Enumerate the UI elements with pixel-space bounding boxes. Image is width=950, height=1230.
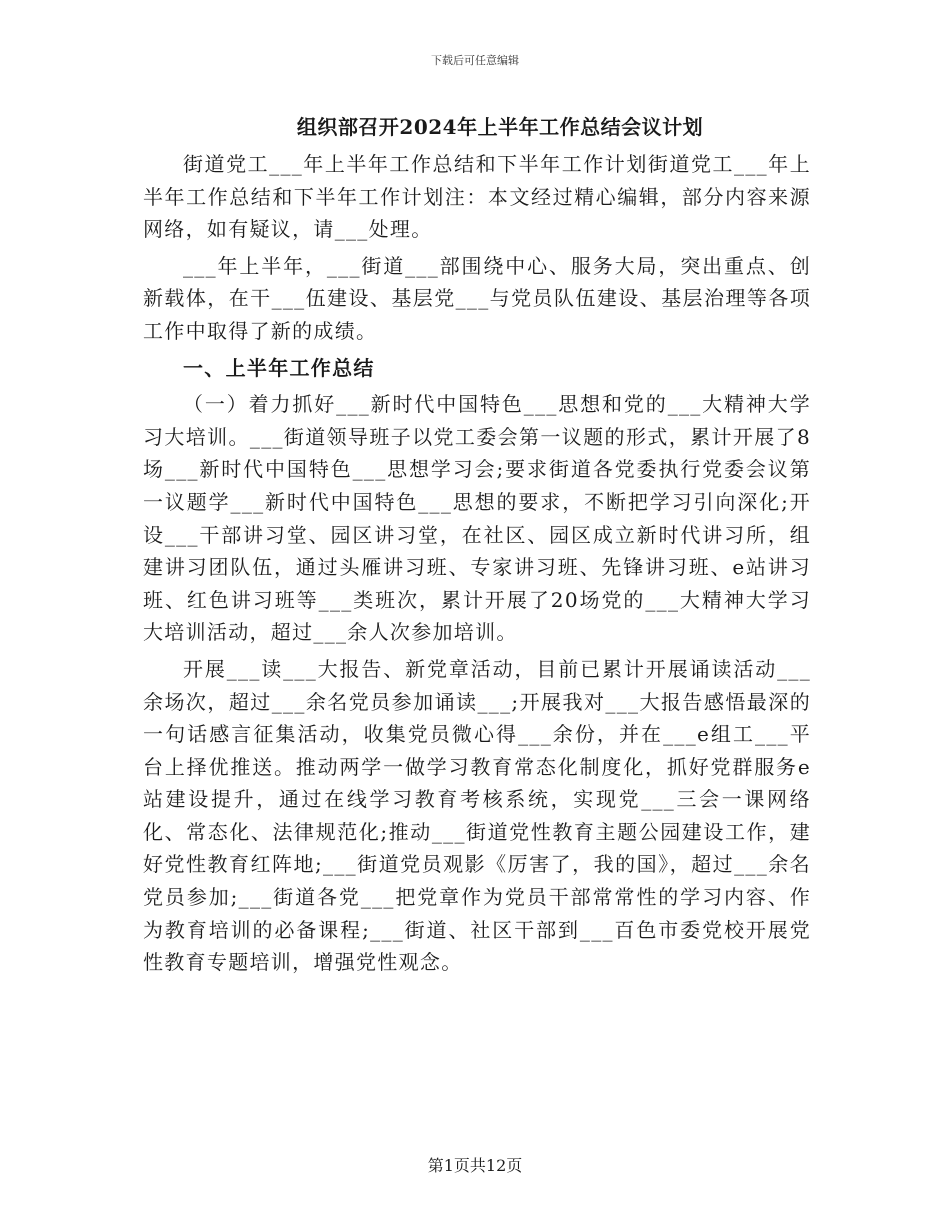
section-heading: 一、上半年工作总结 xyxy=(183,355,375,380)
document-body xyxy=(143,148,811,983)
document-title: 组织部召开2024年上半年工作总结会议计划 xyxy=(296,115,704,139)
paragraph-study-training: （一）着力抓好___新时代中国特色___思想和党的___大精神大学习大培训。___街道领导班子以党工委会第一议题的形式，累计开展了8场___新时代中国特色___思想学习会;要求街道各党委执行党委会议第一议题学___新时代中国特色___思想的要求，不断把学习引向深化;开设___干部讲习堂、园区讲习堂，在社区、园区成立新时代讲习所，组建讲习团队伍，通过头雁讲习班、专家讲习班、先锋讲习班、e站讲习班、红色讲习班等___类班次，累计开展了20场党的___大精神大学习大培训活动，超过___余人次参加培训。 xyxy=(143,392,811,645)
paragraph-reading-activities: 开展___读___大报告、新党章活动，目前已累计开展诵读活动___余场次，超过___余名党员参加诵读___;开展我对___大报告感悟最深的一句话感言征集活动，收集党员微心得___余份，并在___e组工___平台上择优推送。推动两学一做学习教育常态化制度化，抓好党群服务e站建设提升，通过在线学习教育考核系统，实现党___三会一课网络化、常态化、法律规范化;推动___街道党性教育主题公园建设工作，建好党性教育红阵地;___街道党员观影《厉害了，我的国》，超过___余名党员参加;___街道各党___把党章作为党员干部常常性的学习内容、作为教育培训的必备课程;___街道、社区干部到___百色市委党校开展党性教育专题培训，增强党性观念。 xyxy=(143,656,811,975)
header-note: 下载后可任意编辑 xyxy=(431,54,519,67)
paragraph-intro: 街道党工___年上半年工作总结和下半年工作计划街道党工___年上半年工作总结和下半年工作计划注：本文经过精心编辑，部分内容来源网络，如有疑议，请___处理。 xyxy=(143,152,811,242)
paragraph-overview: ___年上半年，___街道___部围绕中心、服务大局，突出重点、创新载体，在干___伍建设、基层党___与党员队伍建设、基层治理等各项工作中取得了新的成绩。 xyxy=(143,253,811,343)
page-footer: 第1页共12页 xyxy=(427,1156,523,1175)
